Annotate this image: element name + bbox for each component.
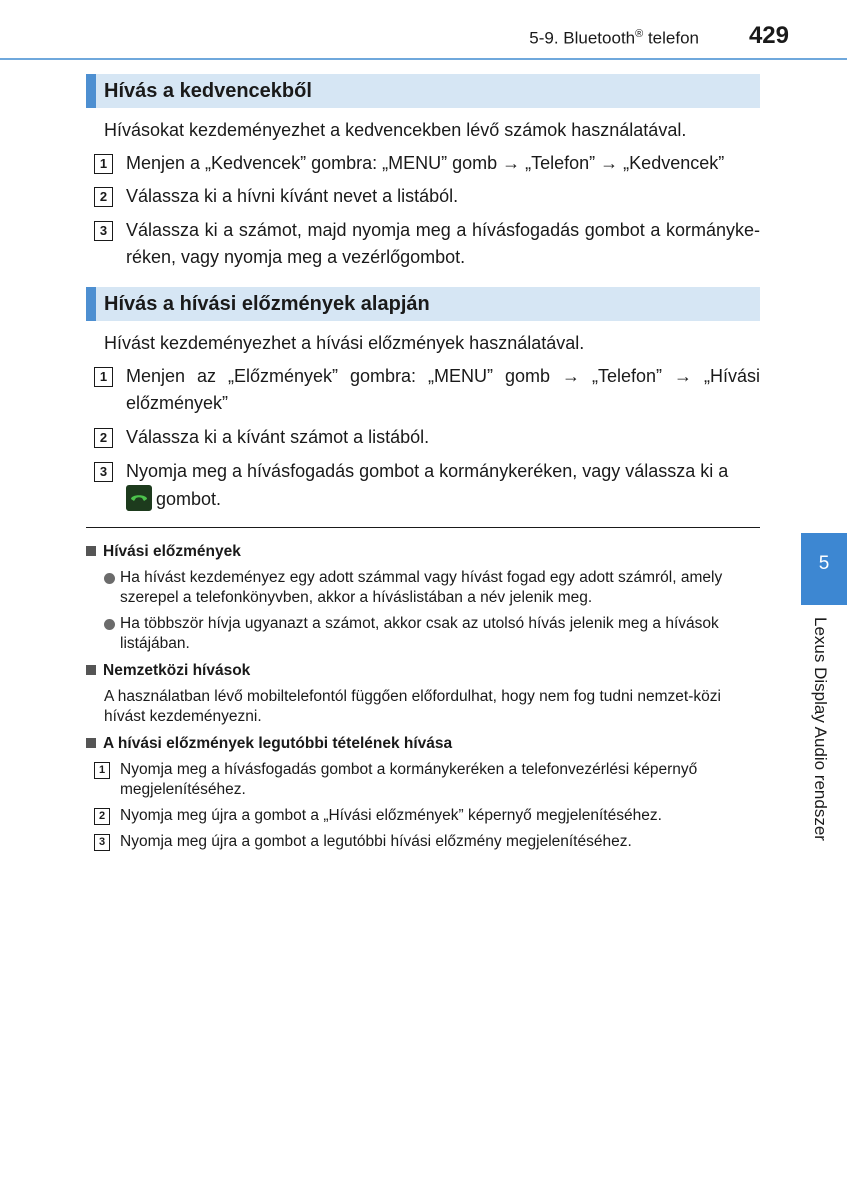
step-text: Válassza ki a kívánt számot a listából. bbox=[126, 427, 430, 447]
step-text: Nyomja meg újra a gombot a „Hívási előzmények” képernyő megjelenítéséhez. bbox=[120, 807, 662, 824]
step-number: 2 bbox=[94, 428, 113, 448]
note-heading-text: Hívási előzmények bbox=[103, 543, 241, 560]
square-bullet-icon bbox=[86, 738, 96, 748]
step-number: 1 bbox=[94, 762, 110, 779]
header-title-suffix: telefon bbox=[643, 28, 699, 48]
step-text bbox=[126, 458, 760, 513]
page-header bbox=[0, 0, 847, 56]
header-rule bbox=[0, 58, 847, 60]
step-text: Nyomja meg a hívásfogadás gombot a kormánykeréken a telefonvezérlési képernyő megjelenítéséhez. bbox=[120, 761, 698, 798]
bullet-text: Ha többször hívja ugyanazt a számot, akkor csak az utolsó hívás jelenik meg a hívások listájában. bbox=[120, 615, 719, 652]
step-number: 3 bbox=[94, 462, 113, 482]
chapter-tab bbox=[801, 533, 847, 605]
section-heading-call-history bbox=[86, 287, 760, 321]
notes-divider bbox=[86, 527, 760, 528]
header-title-text: 5-9. Bluetooth bbox=[529, 28, 636, 48]
step-number: 2 bbox=[94, 808, 110, 825]
note-heading-latest bbox=[86, 734, 452, 754]
section-heading-text: Hívás a kedvencekből bbox=[104, 80, 312, 102]
section2-intro: Hívást kezdeményezhet a hívási előzmények használatával. bbox=[104, 333, 585, 353]
section-heading-text: Hívás a hívási előzmények alapján bbox=[104, 293, 430, 315]
registered-mark: ® bbox=[635, 28, 644, 40]
chapter-label: Lexus Display Audio rendszer bbox=[811, 617, 830, 841]
chapter-number: 5 bbox=[818, 553, 830, 574]
step-number: 2 bbox=[94, 187, 113, 207]
step-text: Menjen az „Előzmények” gombra: „MENU” gomb → „Telefon” → „Hívási előzmények” bbox=[126, 366, 760, 413]
phone-handset-icon bbox=[126, 485, 152, 511]
step-text: Nyomja meg újra a gombot a legutóbbi hívási előzmény megjelenítéséhez. bbox=[120, 833, 632, 850]
step-text-after-icon: gombot. bbox=[156, 489, 222, 509]
section-heading-favorites bbox=[86, 74, 760, 108]
step-text: Válassza ki a számot, majd nyomja meg a hívásfogadás gombot a kormányke-réken, vagy nyomja meg a vezérlőgombot. bbox=[126, 220, 760, 267]
step-number: 1 bbox=[94, 154, 113, 174]
step-number: 3 bbox=[94, 834, 110, 851]
step-text: Válassza ki a hívni kívánt nevet a listából. bbox=[126, 186, 459, 206]
header-title bbox=[529, 28, 699, 49]
note-heading-text: A hívási előzmények legutóbbi tételének hívása bbox=[103, 735, 453, 752]
section1-intro: Hívásokat kezdeményezhet a kedvencekben lévő számok használatával. bbox=[104, 120, 687, 140]
note-heading-international bbox=[86, 661, 250, 681]
note-heading-text: Nemzetközi hívások bbox=[103, 662, 251, 679]
step-number: 1 bbox=[94, 367, 113, 387]
square-bullet-icon bbox=[86, 665, 96, 675]
square-bullet-icon bbox=[86, 546, 96, 556]
note-heading-call-history bbox=[86, 542, 241, 562]
circle-bullet-icon bbox=[104, 619, 115, 630]
step-text-part: Nyomja meg a hívásfogadás gombot a kormánykeréken, vagy válassza ki a bbox=[126, 461, 729, 481]
page-number: 429 bbox=[748, 22, 789, 49]
bullet-text: Ha hívást kezdeményez egy adott számmal vagy hívást fogad egy adott számról, amely szerepel a telefonkönyvben, akkor a híváslistában a név jelenik meg. bbox=[120, 569, 723, 606]
circle-bullet-icon bbox=[104, 573, 115, 584]
note-international-text: A használatban lévő mobiltelefontól függően előfordulhat, hogy nem fog tudni nemzet-közi hívást kezdeményezni. bbox=[104, 688, 721, 725]
step-text: Menjen a „Kedvencek” gombra: „MENU” gomb → „Telefon” → „Kedvencek” bbox=[126, 153, 725, 173]
step-number: 3 bbox=[94, 221, 113, 241]
